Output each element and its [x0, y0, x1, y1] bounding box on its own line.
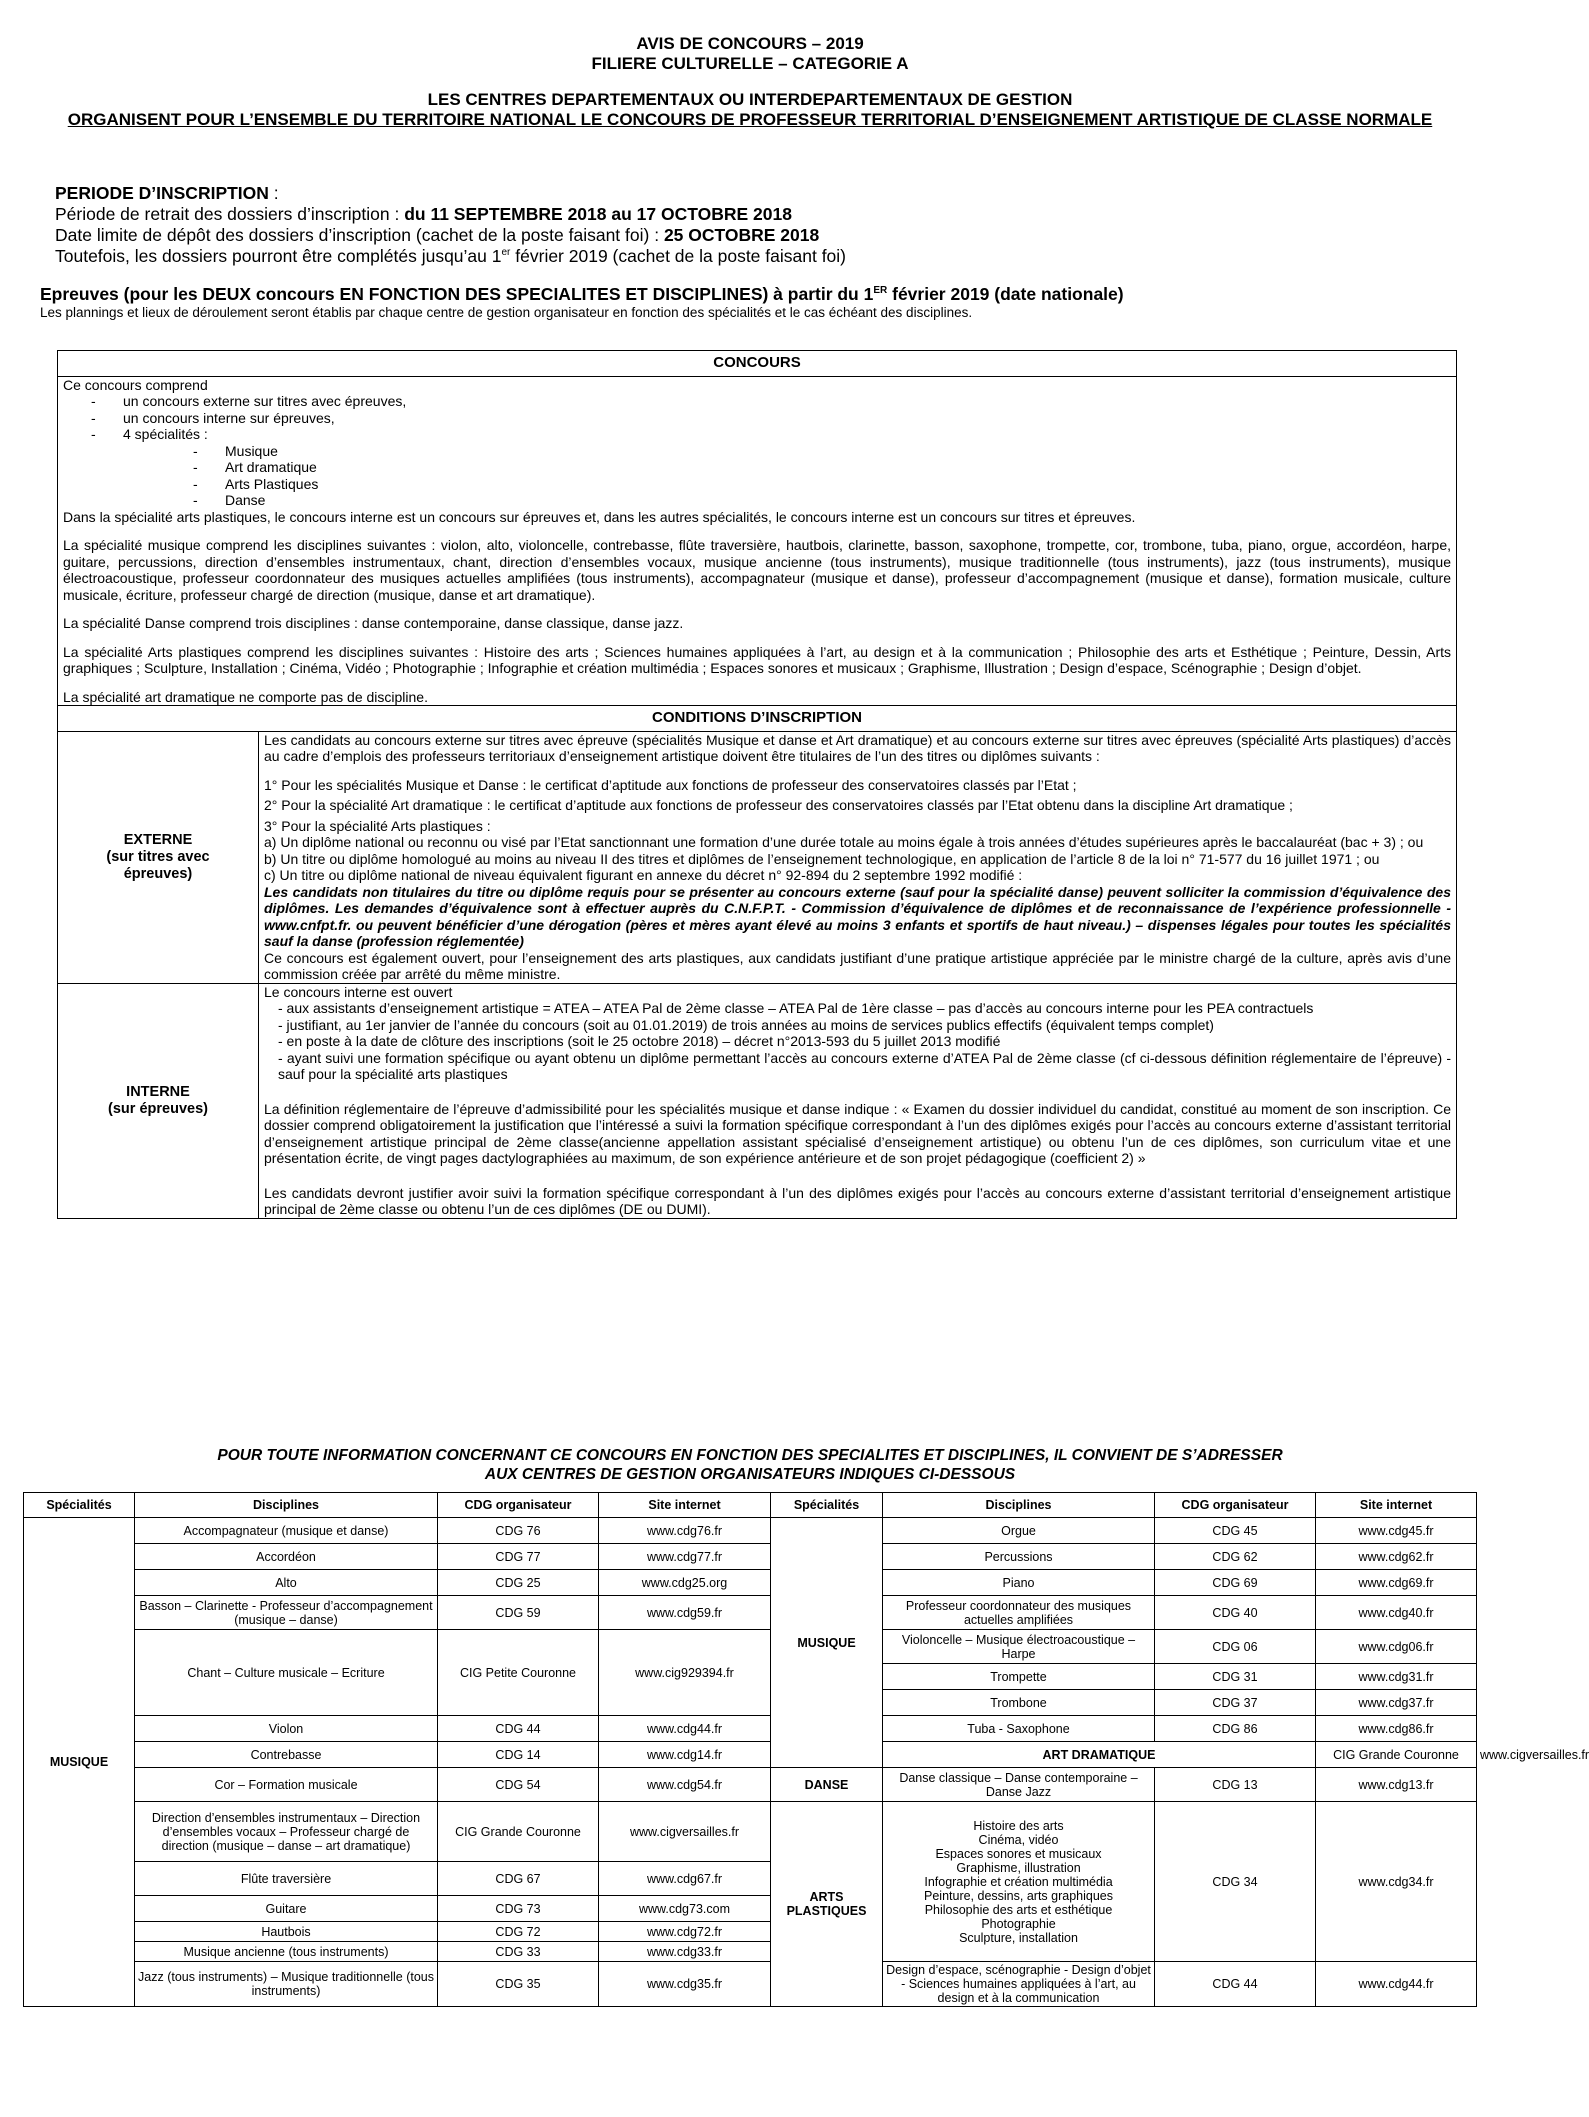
interne-label: INTERNE (sur épreuves) — [58, 983, 259, 1218]
site-link[interactable]: www.cdg45.fr — [1316, 1518, 1477, 1544]
cdg-cell: CDG 25 — [438, 1570, 599, 1596]
discipline-cell: Tuba - Saxophone — [883, 1716, 1155, 1742]
cdg-table-header — [24, 1493, 1477, 1518]
specialite-cell: ART DRAMATIQUE — [883, 1742, 1316, 1768]
site-link[interactable]: www.cdg31.fr — [1316, 1664, 1477, 1690]
cdg-cell: CDG 45 — [1155, 1518, 1316, 1544]
cdg-cell: CDG 72 — [438, 1922, 599, 1942]
epreuves-title-sup: ER — [873, 285, 888, 297]
cdg-cell: CDG 14 — [438, 1742, 599, 1768]
cdg-cell: CDG 34 — [1155, 1802, 1316, 1962]
discipline-cell: Chant – Culture musicale – Ecriture — [135, 1630, 438, 1716]
externe-p4c: c) Un titre ou diplôme national de niveau équivalent figurant en annexe du décret n° 92-894 du 2 septembre 1992 modifié : — [264, 867, 1023, 883]
concours-item: - un concours externe sur titres avec épreuves, — [91, 393, 407, 409]
cdg-cell: CDG 69 — [1155, 1570, 1316, 1596]
paragraph-art-dramatique: La spécialité art dramatique ne comporte pas de discipline. — [63, 688, 428, 705]
externe-p2: 1° Pour les spécialités Musique et Danse : le certificat d’aptitude aux fonctions de professeur des conservatoires classés par l’Etat ; — [264, 776, 1077, 793]
discipline-cell: Design d’espace, scénographie - Design d’objet - Sciences humaines appliquées à l’art, au design et à la communication — [883, 1962, 1155, 2007]
column-header: CDG organisateur — [1155, 1493, 1316, 1518]
table-row — [24, 1768, 1477, 1802]
epreuves-section — [40, 284, 1460, 321]
epreuves-title-a: Epreuves (pour les DEUX concours EN FONCTION DES SPECIALITES ET DISCIPLINES) à partir du 1 — [40, 284, 874, 304]
discipline-cell: Trombone — [883, 1690, 1155, 1716]
cdg-cell: CDG 13 — [1155, 1768, 1316, 1802]
column-header: Disciplines — [883, 1493, 1155, 1518]
cdg-cell: CDG 67 — [438, 1862, 599, 1896]
discipline-cell: Danse classique – Danse contemporaine – Danse Jazz — [883, 1768, 1155, 1802]
header-title-line2: FILIERE CULTURELLE – CATEGORIE A — [591, 54, 909, 73]
cdg-cell: CDG 35 — [438, 1962, 599, 2007]
specialite-item: - Arts Plastiques — [193, 475, 319, 492]
epreuves-subtitle: Les plannings et lieux de déroulement seront établis par chaque centre de gestion organisateur en fonction des spécialités et le cas échéant des disciplines. — [40, 305, 973, 320]
header-title-line1: AVIS DE CONCOURS – 2019 — [636, 34, 864, 53]
discipline-cell: Basson – Clarinette - Professeur d’accompagnement (musique – danse) — [135, 1596, 438, 1630]
specialite-item: - Danse — [193, 492, 266, 508]
cdg-cell: CIG Grande Couronne — [438, 1802, 599, 1862]
cdg-table — [23, 1492, 1589, 2007]
concours-heading: CONCOURS — [58, 351, 1457, 377]
discipline-cell: Orgue — [883, 1518, 1155, 1544]
complement-text-b: février 2019 (cachet de la poste faisant foi) — [510, 246, 847, 266]
table-row: Contrebasse CDG 14 www.cdg14.fr ART DRAMATIQUE CIG Grande Couronne www.cigversailles.fr — [24, 1742, 1477, 1768]
table-row — [24, 1630, 1477, 1664]
site-link[interactable]: www.cdg35.fr — [599, 1962, 771, 2007]
interne-item: - ayant suivi une formation spécifique ou ayant obtenu un diplôme permettant l’accès au concours externe d’ATEA Pal de 2ème classe (cf ci-dessous définition réglementaire de l’épreuve) - sauf pour la spécialité arts plastiques — [278, 1049, 1451, 1082]
periode-title: PERIODE D’INSCRIPTION — [55, 183, 269, 203]
column-header: Spécialités — [771, 1493, 883, 1518]
site-link[interactable]: www.cdg34.fr — [1316, 1802, 1477, 1962]
site-link[interactable]: www.cdg33.fr — [599, 1942, 771, 1962]
complement-sup: er — [501, 247, 511, 259]
site-link[interactable]: www.cdg44.fr — [1316, 1962, 1477, 2007]
cdg-cell: CDG 86 — [1155, 1716, 1316, 1742]
discipline-cell: Accompagnateur (musique et danse) — [135, 1518, 438, 1544]
site-link[interactable]: www.cdg37.fr — [1316, 1690, 1477, 1716]
discipline-cell: Jazz (tous instruments) – Musique traditionnelle (tous instruments) — [135, 1962, 438, 2007]
site-link[interactable]: www.cdg77.fr — [599, 1544, 771, 1570]
interne-item: - aux assistants d’enseignement artistique = ATEA – ATEA Pal de 2ème classe – ATEA Pal de 1ère classe – pas d’accès au concours interne pour les PEA contractuels — [278, 1000, 1314, 1016]
discipline-cell: Hautbois — [135, 1922, 438, 1942]
site-link[interactable]: www.cigversailles.fr — [599, 1802, 771, 1862]
discipline-cell: Trompette — [883, 1664, 1155, 1690]
discipline-cell: Percussions — [883, 1544, 1155, 1570]
site-link[interactable]: www.cdg44.fr — [599, 1716, 771, 1742]
conditions-heading: CONDITIONS D’INSCRIPTION — [58, 706, 1457, 732]
specialite-cell: ARTS PLASTIQUES — [771, 1802, 883, 2007]
site-link[interactable]: www.cdg06.fr — [1316, 1630, 1477, 1664]
paragraph-arts-plastiques-interne: Dans la spécialité arts plastiques, le concours interne est un concours sur épreuves et, dans les autres spécialités, le concours interne est un concours sur titres et épreuves. — [63, 508, 1136, 525]
complement-text-a: Toutefois, les dossiers pourront être complétés jusqu’au 1 — [55, 246, 502, 266]
cdg-cell: CDG 59 — [438, 1596, 599, 1630]
discipline-cell: Violoncelle – Musique électroacoustique – Harpe — [883, 1630, 1155, 1664]
cdg-cell: CIG Petite Couronne — [438, 1630, 599, 1716]
column-header: Site internet — [599, 1493, 771, 1518]
column-header: Spécialités — [24, 1493, 135, 1518]
discipline-cell: Guitare — [135, 1896, 438, 1922]
discipline-cell: Musique ancienne (tous instruments) — [135, 1942, 438, 1962]
cdg-cell: CDG 73 — [438, 1896, 599, 1922]
specialite-cell: MUSIQUE — [24, 1518, 135, 2007]
externe-equivalence: Les candidats non titulaires du titre ou diplôme requis pour se présenter au concours externe (sauf pour la spécialité danse) peuvent solliciter la commission d’équivalence des diplômes. Les demandes d’équivalence sont à effectuer auprès du C.N.F.P.T. - Commission d’équivalence de diplômes et de reconnaissance de l’expérience professionnelle - www.cnfpt.fr. ou peuvent bénéficier d’une dérogation (pères et mères ayant élevé au moins 3 enfants et sportifs de haut niveau.) – dispenses légales pour toutes les spécialités sauf la danse (profession réglementée) — [264, 883, 1451, 949]
site-link[interactable]: www.cdg14.fr — [599, 1742, 771, 1768]
site-link[interactable]: www.cdg62.fr — [1316, 1544, 1477, 1570]
cdg-cell: CDG 76 — [438, 1518, 599, 1544]
interne-item: - justifiant, au 1er janvier de l’année du concours (soit au 01.01.2019) de trois années au moins de services publics effectifs (équivalent temps complet) — [278, 1016, 1214, 1033]
column-header: CDG organisateur — [438, 1493, 599, 1518]
site-link[interactable]: www.cdg25.org — [599, 1570, 771, 1596]
header-title-line4: ORGANISENT POUR L’ENSEMBLE DU TERRITOIRE NATIONAL LE CONCOURS DE PROFESSEUR TERRITORIAL D’ENSEIGNEMENT ARTISTIQUE DE CLASSE NORMALE — [67, 110, 1433, 129]
interne-item: - en poste à la date de clôture des inscriptions (soit le 25 octobre 2018) – décret n°2013-593 du 5 juillet 2013 modifié — [278, 1033, 1001, 1049]
specialite-item: - Art dramatique — [193, 459, 317, 475]
info-line1: POUR TOUTE INFORMATION CONCERNANT CE CONCOURS EN FONCTION DES SPECIALITES ET DISCIPLINES, IL CONVIENT DE S’ADRESSER — [217, 1447, 1283, 1464]
table-row — [24, 1596, 1477, 1630]
retrait-value: du 11 SEPTEMBRE 2018 au 17 OCTOBRE 2018 — [404, 204, 792, 224]
site-link[interactable]: www.cdg76.fr — [599, 1518, 771, 1544]
site-link[interactable]: www.cdg13.fr — [1316, 1768, 1477, 1802]
periode-title-suffix: : — [268, 183, 279, 203]
cdg-cell: CDG 77 — [438, 1544, 599, 1570]
retrait-label: Période de retrait des dossiers d’inscription : — [55, 204, 405, 224]
table-row — [24, 1802, 1477, 1862]
depot-value: 25 OCTOBRE 2018 — [663, 225, 820, 245]
externe-p3: 2° Pour la spécialité Art dramatique : le certificat d’aptitude aux fonctions de professeur des conservatoires classés par l’Etat obtenu dans la discipline Art dramatique ; — [264, 797, 1293, 813]
table-row — [24, 1962, 1477, 2007]
discipline-cell: Accordéon — [135, 1544, 438, 1570]
interne-formation: Les candidats devront justifier avoir suivi la formation spécifique correspondant à l’un des diplômes exigés pour l’accès au concours externe d’assistant territorial d’enseignement artistique principal de 2ème classe ou obtenu l’un de ces diplômes (DE ou DUMI). — [264, 1184, 1451, 1217]
discipline-cell: Violon — [135, 1716, 438, 1742]
document-header — [60, 34, 1440, 130]
discipline-cell: Piano — [883, 1570, 1155, 1596]
externe-p4: 3° Pour la spécialité Arts plastiques : — [264, 817, 491, 834]
site-link[interactable]: www.cdg72.fr — [599, 1922, 771, 1942]
cdg-cell: CDG 33 — [438, 1942, 599, 1962]
paragraph-musique: La spécialité musique comprend les disciplines suivantes : violon, alto, violoncelle, contrebasse, flûte traversière, hautbois, clarinette, basson, saxophone, trompette, cor, trombone, tuba, piano, orgue, accordéon, harpe, guitare, percussions, direction d’ensembles instrumentaux, chant, direction d’ensembles vocaux, musique ancienne (tous instruments), musique traditionnelle (tous instruments), jazz (tous instruments), musique électroacoustique, professeur coordonnateur des musiques actuelles amplifiées (tous instruments), accompagnateur (musique et danse), professeur d’accompagnement (musique et danse), formation musicale, culture musicale, écriture, professeur chargé de direction (musique, danse et art dramatique). — [63, 537, 1451, 603]
discipline-cell: Direction d’ensembles instrumentaux – Direction d’ensembles vocaux – Professeur chargé de direction (musique – danse – art dramatique) — [135, 1802, 438, 1862]
cdg-cell: CDG 06 — [1155, 1630, 1316, 1664]
table-row — [24, 1570, 1477, 1596]
table-row — [24, 1544, 1477, 1570]
epreuves-title-b: février 2019 (date nationale) — [887, 284, 1124, 304]
discipline-cell: Alto — [135, 1570, 438, 1596]
concours-item: - 4 spécialités : — [91, 426, 208, 442]
discipline-cell: Professeur coordonnateur des musiques actuelles amplifiées — [883, 1596, 1155, 1630]
externe-p1: Les candidats au concours externe sur titres avec épreuve (spécialités Musique et danse et Art dramatique) et au concours externe sur titres avec épreuves (spécialité Arts plastiques) d’accès au cadre d’emplois des professeurs territoriaux d’enseignement artistique doivent être titulaires de l’un des titres ou diplômes suivants : — [264, 731, 1451, 764]
discipline-cell: Flûte traversière — [135, 1862, 438, 1896]
table-row — [24, 1518, 1477, 1544]
depot-label: Date limite de dépôt des dossiers d’inscription (cachet de la poste faisant foi) : — [55, 225, 664, 245]
paragraph-arts-plastiques: La spécialité Arts plastiques comprend les disciplines suivantes : Histoire des arts ; Sciences humaines appliquées à l’art, au design et à la communication ; Philosophie des arts et Esthétique ; Peinture, Dessin, Arts graphiques ; Sculpture, Installation ; Cinéma, Vidéo ; Photographie ; Infographie et création multimédia ; Espaces sonores et musicaux ; Graphisme, Illustration ; Design d’espace, Scénographie ; Design d’objet. — [63, 643, 1451, 676]
cdg-cell: CDG 37 — [1155, 1690, 1316, 1716]
concours-item: - un concours interne sur épreuves, — [91, 409, 335, 426]
specialite-cell: MUSIQUE — [771, 1518, 883, 1768]
concours-content — [58, 376, 1457, 706]
cdg-cell: CDG 54 — [438, 1768, 599, 1802]
concours-intro: Ce concours comprend — [63, 376, 208, 393]
externe-p4a: a) Un diplôme national ou reconnu ou visé par l’Etat sanctionnant une formation d’une durée totale au moins égale à trois années d’études supérieures après le baccalauréat (bac + 3) ; ou — [264, 834, 1424, 850]
site-link[interactable]: www.cig929394.fr — [599, 1630, 771, 1716]
specialite-item: - Musique — [193, 442, 278, 459]
site-link[interactable]: www.cdg67.fr — [599, 1862, 771, 1896]
site-link[interactable]: www.cdg54.fr — [599, 1768, 771, 1802]
site-link[interactable]: www.cdg59.fr — [599, 1596, 771, 1630]
interne-definition: La définition réglementaire de l’épreuve d’admissibilité pour les spécialités musique et danse indique : « Examen du dossier individuel du candidat, constitué au moment de son inscription. Ce dossier comprend obligatoirement la justification que l’intéressé a suivi la formation spécifique correspondant à l’un des diplômes exigés pour l’accès au concours externe d’assistant territorial d’enseignement artistique principal de 2ème classe(ancienne appellation assistant spécialisé d’enseignement artistique) ou obtenu l’un de ces diplômes, son curriculum vitae et une présentation écrite, de vingt pages dactylographiées au maximum, de son expérience antérieure et de son projet pédagogique (coefficient 2) » — [264, 1100, 1451, 1166]
cdg-cell: CDG 31 — [1155, 1664, 1316, 1690]
site-link[interactable]: www.cdg73.com — [599, 1896, 771, 1922]
discipline-cell: Histoire des arts Cinéma, vidéo Espaces sonores et musicaux Graphisme, illustration Infographie et création multimédia Peinture, dessins, arts graphiques Philosophie des arts et esthétique Photographie Sculpture, installation — [883, 1802, 1155, 1962]
header-title-line3: LES CENTRES DEPARTEMENTAUX OU INTERDEPARTEMENTAUX DE GESTION — [427, 90, 1073, 109]
paragraph-danse: La spécialité Danse comprend trois disciplines : danse contemporaine, danse classique, danse jazz. — [63, 615, 684, 631]
column-header: Site internet — [1316, 1493, 1477, 1518]
discipline-cell: Contrebasse — [135, 1742, 438, 1768]
externe-p6: Ce concours est également ouvert, pour l’enseignement des arts plastiques, aux candidats justifiant d’une pratique artistique appréciée par le ministre chargé de la culture, après avis d’une commission créée par arrêté du même ministre. — [264, 949, 1451, 982]
cdg-cell: CDG 62 — [1155, 1544, 1316, 1570]
cdg-cell: CDG 40 — [1155, 1596, 1316, 1630]
cdg-cell: CDG 44 — [438, 1716, 599, 1742]
info-banner — [60, 1446, 1440, 1484]
interne-content — [259, 983, 1457, 1218]
discipline-cell: Cor – Formation musicale — [135, 1768, 438, 1802]
info-line2: AUX CENTRES DE GESTION ORGANISATEURS INDIQUES CI-DESSOUS — [484, 1466, 1016, 1483]
cdg-cell: CDG 44 — [1155, 1962, 1316, 2007]
periode-inscription — [55, 183, 1455, 267]
externe-label: EXTERNE (sur titres avec épreuves) — [58, 731, 259, 983]
concours-box — [57, 350, 1457, 1219]
specialite-cell: DANSE — [771, 1768, 883, 1802]
site-link[interactable]: www.cdg69.fr — [1316, 1570, 1477, 1596]
table-row — [24, 1716, 1477, 1742]
column-header: Disciplines — [135, 1493, 438, 1518]
cdg-cell: CIG Grande Couronne — [1316, 1742, 1477, 1768]
externe-p4b: b) Un titre ou diplôme homologué au moins au niveau II des titres et diplômes de l’enseignement technologique, en application de l’article 8 de la loi n° 71-577 du 16 juillet 1971 ; ou — [264, 850, 1380, 867]
site-link[interactable]: www.cdg86.fr — [1316, 1716, 1477, 1742]
interne-intro: Le concours interne est ouvert — [264, 983, 453, 1000]
externe-content — [259, 731, 1457, 983]
site-link[interactable]: www.cdg40.fr — [1316, 1596, 1477, 1630]
